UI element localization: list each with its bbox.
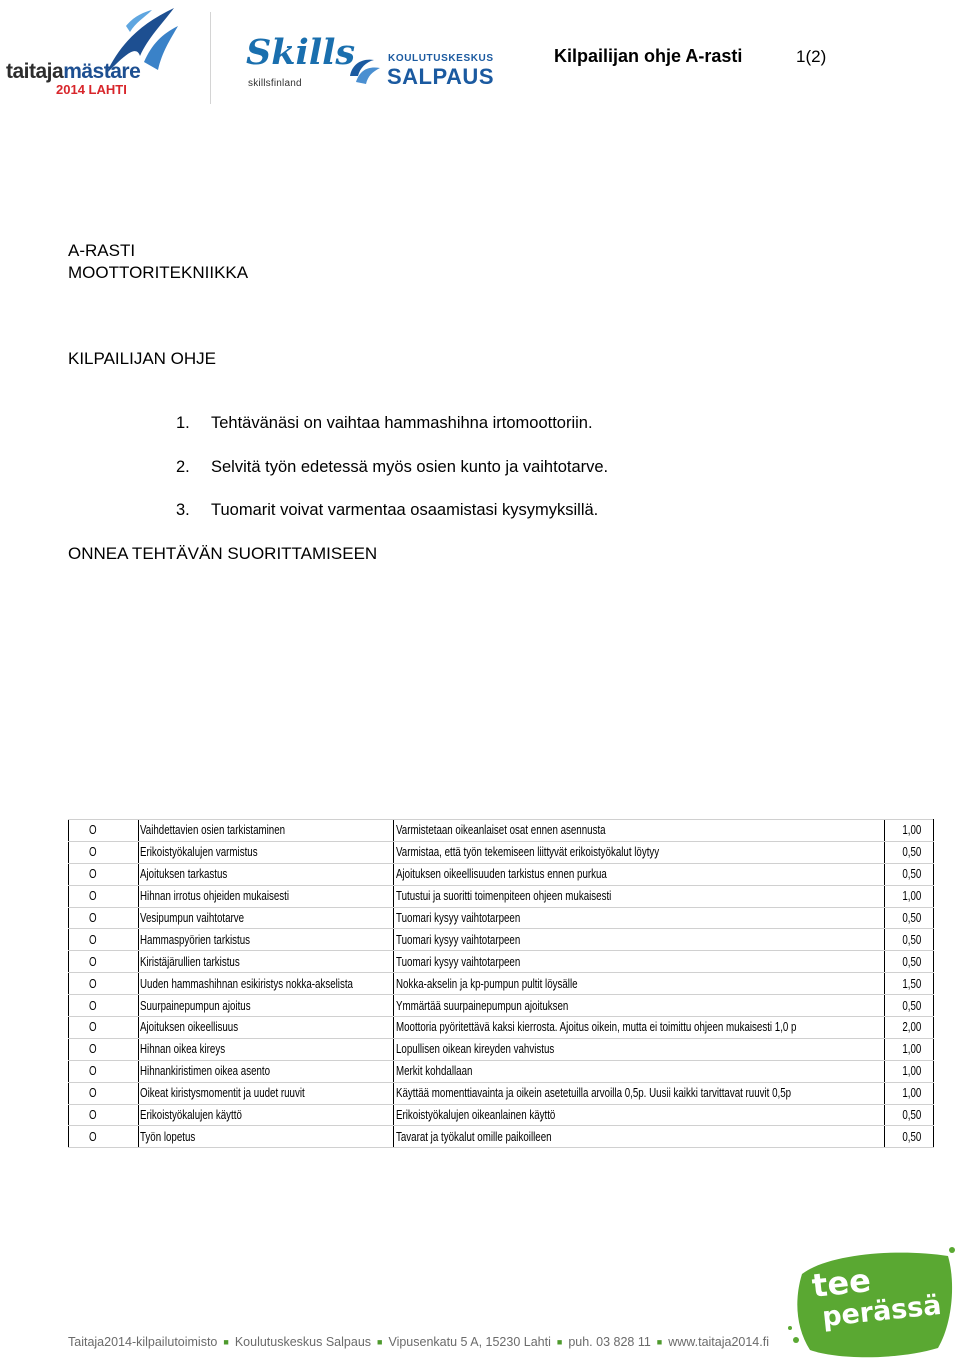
points-cell: 2,00	[902, 1020, 921, 1035]
points-cell: 1,00	[902, 1086, 921, 1101]
checkbox-cell[interactable]	[69, 885, 139, 907]
salpaus-line1: KOULUTUSKESKUS	[388, 53, 494, 64]
instruction-list	[176, 414, 608, 545]
taitaja-word: taitaja	[6, 60, 64, 83]
criterion-cell: Tavarat ja työkalut omille paikoilleen	[396, 1129, 552, 1144]
task-cell: Suurpainepumpun ajoitus	[140, 998, 251, 1013]
table-row	[69, 1017, 934, 1039]
step-text: Tuomarit voivat varmentaa osaamistasi kysymyksillä.	[211, 501, 599, 519]
check-mark: O	[89, 1020, 97, 1035]
task-cell: Uuden hammashihnan esikiristys nokka-akselista	[140, 976, 353, 991]
guide-title: KILPAILIJAN OHJE	[68, 349, 217, 368]
step-number: 2.	[176, 457, 190, 476]
check-mark: O	[89, 823, 97, 838]
scoring-table	[68, 819, 934, 1148]
criterion-cell: Varmistetaan oikeanlaiset osat ennen asennusta	[396, 823, 606, 838]
points-cell: 1,00	[902, 889, 921, 904]
criterion-cell: Tuomari kysyy vaihtotarpeen	[396, 932, 521, 947]
perassa-word: perässä	[820, 1289, 943, 1334]
tee-word: tee	[810, 1261, 873, 1305]
task-cell: Oikeat kiristysmomentit ja uudet ruuvit	[140, 1086, 305, 1101]
table-row	[69, 841, 934, 863]
bullet-icon: ■	[656, 1337, 663, 1347]
points-cell: 0,50	[902, 911, 921, 925]
checkbox-cell[interactable]	[69, 863, 139, 885]
skills-wordmark: Skills	[246, 32, 356, 73]
criterion-cell: Käyttää momenttiavainta ja oikein asetetuilla arvoilla 0,5p. Uusii kaikki tarvittavat ruuvit 0,5p	[396, 1086, 792, 1101]
mastare-word: mästare	[63, 60, 141, 83]
table-row	[69, 1126, 934, 1148]
task-cell: Erikoistyökalujen käyttö	[140, 1108, 242, 1123]
check-mark: O	[89, 1064, 97, 1079]
skills-finland-sub: skillsfinland	[248, 78, 302, 89]
check-mark: O	[89, 1086, 97, 1101]
table-row	[69, 1082, 934, 1104]
task-cell: Vesipumpun vaihtotarve	[140, 911, 245, 925]
checkbox-cell[interactable]	[69, 1104, 139, 1126]
criterion-cell: Varmistaa, että työn tekemiseen liittyvät erikoistyökalut löytyy	[396, 845, 660, 860]
checkbox-cell[interactable]	[69, 995, 139, 1017]
criterion-cell: Ajoituksen oikeellisuuden tarkistus ennen purkua	[396, 867, 607, 882]
document-title: Kilpailijan ohje A-rasti	[554, 46, 743, 66]
checkbox-cell[interactable]	[69, 907, 139, 929]
bullet-icon: ■	[556, 1337, 563, 1347]
checkbox-cell[interactable]	[69, 929, 139, 951]
station-title: A-RASTI	[68, 241, 136, 260]
points-cell: 0,50	[902, 954, 921, 969]
check-mark: O	[89, 845, 97, 860]
table-row	[69, 863, 934, 885]
checkbox-cell[interactable]	[69, 841, 139, 863]
footer-office: Taitaja2014-kilpailutoimisto	[68, 1335, 218, 1349]
checkbox-cell[interactable]	[69, 1126, 139, 1148]
page-number: 1(2)	[796, 47, 827, 66]
check-mark: O	[89, 1108, 97, 1123]
table-row	[69, 973, 934, 995]
table-row	[69, 1038, 934, 1060]
step-text: Tehtävänäsi on vaihtaa hammashihna irtomoottoriin.	[211, 414, 593, 432]
check-mark: O	[89, 911, 97, 925]
checkbox-cell[interactable]	[69, 951, 139, 973]
points-cell: 0,50	[902, 932, 921, 947]
task-cell: Kiristäjärullien tarkistus	[140, 954, 240, 969]
table-row	[69, 929, 934, 951]
points-cell: 0,50	[902, 998, 921, 1013]
points-cell: 0,50	[902, 845, 921, 860]
step-text: Selvitä työn edetessä myös osien kunto ja vaihtotarve.	[211, 457, 609, 476]
task-cell: Työn lopetus	[140, 1129, 196, 1144]
table-row	[69, 820, 934, 842]
checkbox-cell[interactable]	[69, 973, 139, 995]
step-number: 1.	[176, 414, 190, 432]
checkbox-cell[interactable]	[69, 1060, 139, 1082]
tee-perassa-logo	[788, 1244, 958, 1362]
task-cell: Vaihdettavien osien tarkistaminen	[140, 823, 286, 838]
table-row	[69, 1104, 934, 1126]
check-mark: O	[89, 976, 97, 991]
criterion-cell: Tutustui ja suoritti toimenpiteen ohjeen mukaisesti	[396, 889, 612, 904]
criterion-cell: Tuomari kysyy vaihtotarpeen	[396, 911, 521, 925]
points-cell: 1,00	[902, 1064, 921, 1079]
points-cell: 0,50	[902, 867, 921, 882]
criterion-cell: Moottoria pyöritettävä kaksi kierrosta. Ajoitus oikein, mutta ei toimittu ohjeen mukaisesti 1,0 p	[396, 1020, 797, 1035]
criterion-cell: Nokka-akselin ja kp-pumpun pultit löysälle	[396, 976, 578, 991]
table-row	[69, 995, 934, 1017]
salpaus-emblem-icon	[346, 54, 382, 88]
bullet-icon: ■	[377, 1337, 383, 1347]
checkbox-cell[interactable]	[69, 1017, 139, 1039]
taitaja-mastare-logo	[4, 4, 180, 100]
check-mark: O	[89, 932, 97, 947]
check-mark: O	[89, 954, 97, 969]
criterion-cell: Merkit kohdallaan	[396, 1064, 473, 1079]
table-row	[69, 1060, 934, 1082]
points-cell: 0,50	[902, 1108, 921, 1123]
criterion-cell: Lopullisen oikean kireyden vahvistus	[396, 1042, 555, 1057]
station-subtitle: MOOTTORITEKNIIKKA	[68, 263, 249, 282]
table-row	[69, 951, 934, 973]
task-cell: Hihnan oikea kireys	[140, 1042, 226, 1057]
check-mark: O	[89, 1042, 97, 1057]
criterion-cell: Erikoistyökalujen oikeanlainen käyttö	[396, 1108, 556, 1123]
check-mark: O	[89, 889, 97, 904]
criterion-cell: Ymmärtää suurpainepumpun ajoituksen	[396, 998, 569, 1013]
closing-message: ONNEA TEHTÄVÄN SUORITTAMISEEN	[68, 544, 378, 563]
footer-website[interactable]: www.taitaja2014.fi	[668, 1335, 769, 1349]
task-cell: Erikoistyökalujen varmistus	[140, 845, 258, 860]
task-cell: Hihnankiristimen oikea asento	[140, 1064, 271, 1079]
table-row	[69, 885, 934, 907]
task-cell: Hihnan irrotus ohjeiden mukaisesti	[140, 889, 290, 904]
checkbox-cell[interactable]	[69, 1082, 139, 1104]
task-cell: Ajoituksen tarkastus	[140, 867, 228, 882]
salpaus-logo	[346, 52, 494, 92]
footer-phone: puh. 03 828 11	[568, 1335, 651, 1349]
checkbox-cell[interactable]	[69, 820, 139, 842]
list-item	[176, 458, 608, 502]
checkbox-cell[interactable]	[69, 1038, 139, 1060]
footer-org: Koulutuskeskus Salpaus	[234, 1335, 372, 1349]
points-cell: 1,50	[902, 976, 921, 991]
page-footer	[68, 1335, 769, 1349]
bullet-icon: ■	[223, 1337, 229, 1347]
check-mark: O	[89, 867, 97, 882]
skills-finland-logo	[244, 32, 356, 96]
footer-address: Vipusenkatu 5 A, 15230 Lahti	[388, 1335, 551, 1349]
points-cell: 0,50	[902, 1129, 921, 1144]
step-number: 3.	[176, 501, 190, 519]
check-mark: O	[89, 998, 97, 1013]
table-row	[69, 907, 934, 929]
task-cell: Ajoituksen oikeellisuus	[140, 1020, 239, 1035]
points-cell: 1,00	[902, 823, 921, 838]
header-divider	[210, 12, 211, 104]
criterion-cell: Tuomari kysyy vaihtotarpeen	[396, 954, 521, 969]
list-item	[176, 501, 608, 545]
salpaus-line2: SALPAUS	[387, 64, 494, 89]
check-mark: O	[89, 1129, 97, 1144]
task-cell: Hammaspyörien tarkistus	[140, 932, 250, 947]
points-cell: 1,00	[902, 1042, 921, 1057]
list-item	[176, 414, 608, 458]
taitaja-year: 2014 LAHTI	[56, 82, 127, 97]
